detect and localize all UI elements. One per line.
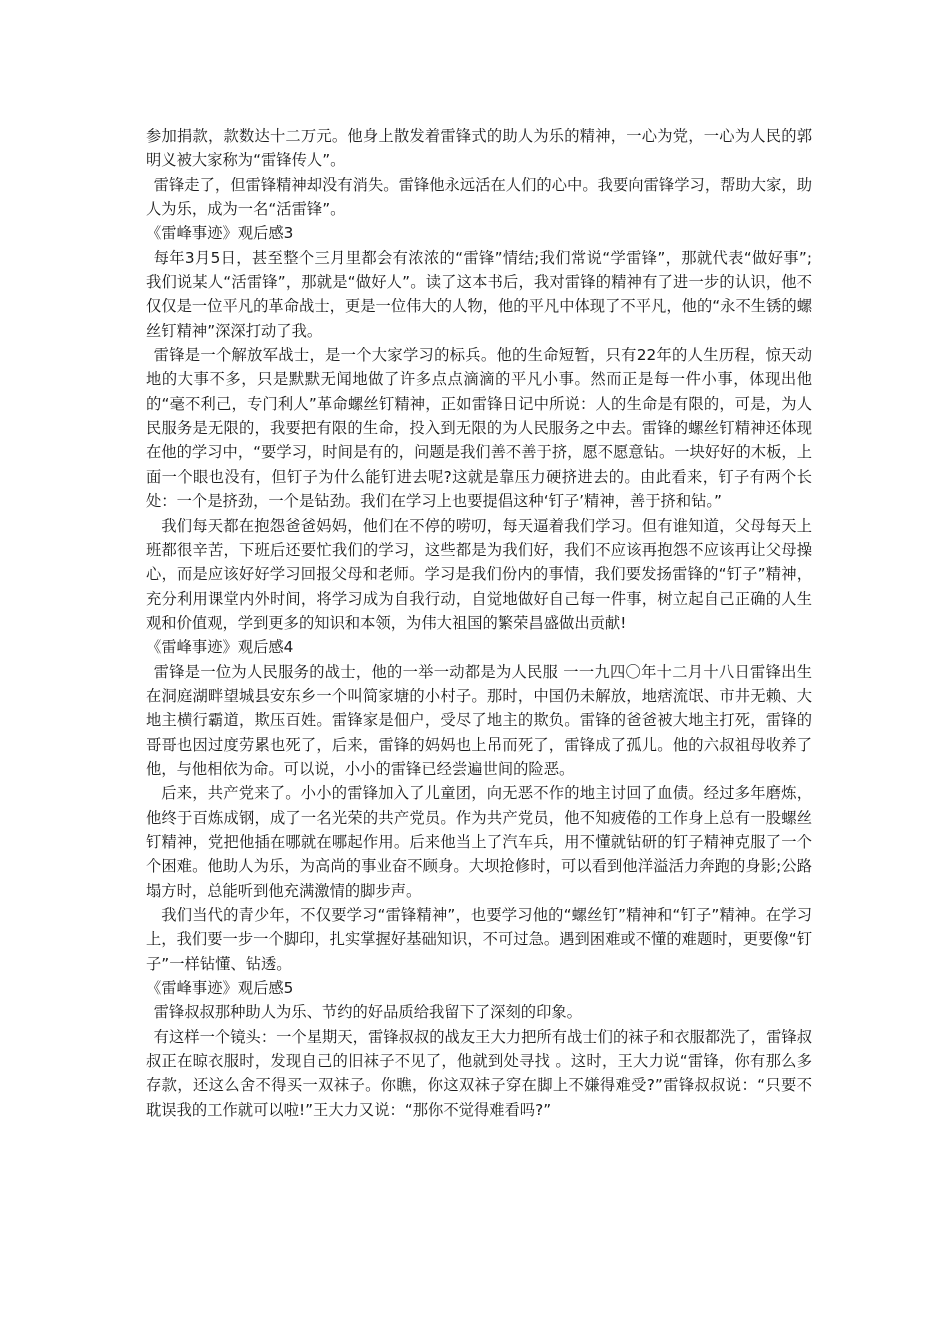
paragraph: 有这样一个镜头：一个星期天，雷锋叔叔的战友王大力把所有战士们的袜子和衣服都洗了，雷锋叔叔正在晾衣服时，发现自己的旧袜子不见了，他就到处寻找 。这时，王大力说“雷锋，你有那么多存款，还这么舍不得买一双袜子。你瞧，你这双袜子穿在脚上不嫌得难受?”雷锋叔叔说：“只要不耽误我的工作就可以啦!”王大力又说：“那你不觉得难看吗?” [146,1027,812,1119]
paragraph: 后来，共产党来了。小小的雷锋加入了儿童团，向无恶不作的地主讨回了血债。经过多年磨炼，他终于百炼成钢，成了一名光荣的共产党员。作为共产党员，他不知疲倦的工作身上总有一股螺丝钉精神，党把他插在哪就在哪起作用。后来他当上了汽车兵，用不懂就钻研的钉子精神克服了一个个困难。他助人为乐，为高尚的事业奋不顾身。大坝抢修时，可以看到他洋溢活力奔跑的身影;公路塌方时，总能听到他充满激情的脚步声。 [146,784,812,900]
section-heading: 《雷峰事迹》观后感5 [146,979,294,998]
paragraph: 每年3月5日，甚至整个三月里都会有浓浓的“雷锋”情结;我们常说“学雷锋”，那就代表“做好事”;我们说某人“活雷锋”，那就是“做好人”。读了这本书后，我对雷锋的精神有了进一步的认识，他不仅仅是一位平凡的革命战士，更是一位伟大的人物，他的平凡中体现了不平凡，他的“永不生锈的螺丝钉精神”深深打动了我。 [146,248,812,340]
paragraph: 雷锋叔叔那种助人为乐、节约的好品质给我留下了深刻的印象。 [153,1003,582,1022]
section-heading: 《雷峰事迹》观后感3 [146,224,294,243]
paragraph: 我们当代的青少年，不仅要学习“雷锋精神”，也要学习他的“螺丝钉”精神和“钉子”精神。在学习上，我们要一步一个脚印，扎实掌握好基础知识，不可过急。遇到困难或不懂的难题时，更要像“钉子”一样钻懂、钻透。 [146,906,812,973]
paragraph: 我们每天都在抱怨爸爸妈妈，他们在不停的唠叨，每天逼着我们学习。但有谁知道，父母每天上班都很辛苦，下班后还要忙我们的学习，这些都是为我们好，我们不应该再抱怨不应该再让父母操心，而是应该好好学习回报父母和老师。学习是我们份内的事情，我们要发扬雷锋的“钉子”精神，充分利用课堂内外时间，将学习成为自我行动，自觉地做好自己每一件事，树立起自己正确的人生观和价值观，学到更多的知识和本领，为伟大祖国的繁荣昌盛做出贡献! [146,516,812,632]
document-body [146,124,812,1122]
paragraph: 雷锋是一位为人民服务的战士，他的一举一动都是为人民服 一一九四〇年十二月十八日雷锋出生在洞庭湖畔望城县安东乡一个叫简家塘的小村子。那时，中国仍未解放，地痞流氓、市井无赖、大地主横行霸道，欺压百姓。雷锋家是佃户，受尽了地主的欺负。雷锋的爸爸被大地主打死，雷锋的哥哥也因过度劳累也死了，后来，雷锋的妈妈也上吊而死了，雷锋成了孤儿。他的六叔祖母收养了他，与他相依为命。可以说，小小的雷锋已经尝遍世间的险恶。 [146,662,812,778]
section-heading: 《雷峰事迹》观后感4 [146,638,294,657]
paragraph: 参加捐款，款数达十二万元。他身上散发着雷锋式的助人为乐的精神，一心为党，一心为人民的郭明义被大家称为“雷锋传人”。 [146,127,812,170]
paragraph: 雷锋走了，但雷锋精神却没有消失。雷锋他永远活在人们的心中。我要向雷锋学习，帮助大家，助人为乐，成为一名“活雷锋”。 [146,175,812,219]
paragraph: 雷锋是一个解放军战士，是一个大家学习的标兵。他的生命短暂，只有22年的人生历程，惊天动地的大事不多，只是默默无闻地做了许多点点滴滴的平凡小事。然而正是每一件小事，体现出他的“毫不利己，专门利人”革命螺丝钉精神，正如雷锋日记中所说：人的生命是有限的，可是，为人民服务是无限的，我要把有限的生命，投入到无限的为人民服务之中去。雷锋的螺丝钉精神还体现在他的学习中，“要学习，时间是有的，问题是我们善不善于挤，愿不愿意钻。一块好好的木板，上面一个眼也没有，但钉子为什么能钉进去呢?这就是靠压力硬挤进去的。由此看来，钉子有两个长处：一个是挤劲，一个是钻劲。我们在学习上也要提倡这种‘钉子’精神，善于挤和钻。” [146,346,812,511]
